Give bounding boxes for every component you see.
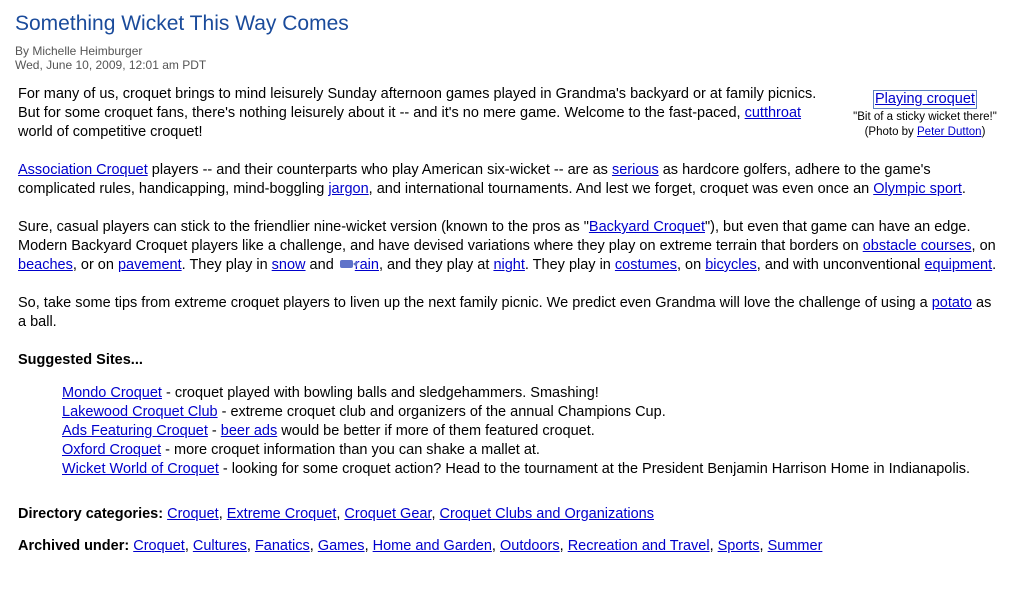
text: . They play in <box>524 257 615 273</box>
link-serious[interactable]: serious <box>611 162 659 178</box>
article-author: By Michelle Heimburger <box>15 44 143 58</box>
paragraph-intro <box>18 85 838 142</box>
archive-link[interactable]: Outdoors <box>499 538 560 554</box>
text: . <box>961 181 966 197</box>
photo-caption: "Bit of a sticky wicket there!" <box>853 111 997 123</box>
photo-credit-prefix: (Photo by <box>864 126 917 138</box>
text: players -- and their counterparts who play American six-wicket -- are as <box>147 162 612 178</box>
link-potato[interactable]: potato <box>931 295 973 311</box>
photo-credit-link[interactable]: Peter Dutton <box>917 126 982 138</box>
archived-label: Archived under: <box>18 538 130 554</box>
paragraph-association <box>18 161 1003 199</box>
link-olympic-sport[interactable]: Olympic sport <box>873 181 962 197</box>
archive-link[interactable]: Sports <box>717 538 760 554</box>
directory-link[interactable]: Croquet Clubs and Organizations <box>439 506 654 522</box>
link-night[interactable]: night <box>493 257 525 273</box>
text: For many of us, croquet brings to mind leisurely Sunday afternoon games played in Grandma's backyard or at family picnics. But for some croquet fans, there's nothing leisurely about it -- and it's no mere game. Welcome to the fast-paced, <box>18 86 817 121</box>
paragraph-picnic <box>18 294 1003 332</box>
directory-link[interactable]: Extreme Croquet <box>226 506 337 522</box>
directory-categories: Directory categories: Croquet, Extreme Croquet, Croquet Gear, Croquet Clubs and Organizations <box>18 506 654 522</box>
text: . <box>992 257 997 273</box>
text: , on <box>676 257 706 273</box>
text: . They play in <box>181 257 272 273</box>
link-jargon[interactable]: jargon <box>328 181 369 197</box>
directory-link[interactable]: Croquet <box>167 506 219 522</box>
video-camera-icon[interactable] <box>340 260 353 268</box>
site-desc: - <box>207 423 221 439</box>
list-item <box>62 403 1003 422</box>
text: Sure, casual players can stick to the friendlier nine-wicket version (known to the pros as " <box>18 219 589 235</box>
photo-link[interactable]: Playing croquet <box>875 91 975 107</box>
site-link[interactable]: Mondo Croquet <box>62 385 162 401</box>
directory-label: Directory categories: <box>18 506 164 522</box>
archive-link[interactable]: Fanatics <box>254 538 310 554</box>
archive-link[interactable]: Cultures <box>192 538 247 554</box>
site-link[interactable]: Lakewood Croquet Club <box>62 404 218 420</box>
site-desc: - croquet played with bowling balls and sledgehammers. Smashing! <box>161 385 599 401</box>
link-bicycles[interactable]: bicycles <box>705 257 757 273</box>
paragraph-backyard <box>18 218 1003 275</box>
archive-link[interactable]: Croquet <box>133 538 185 554</box>
list-item <box>62 384 1003 403</box>
link-beaches[interactable]: beaches <box>18 257 73 273</box>
link-obstacle-courses[interactable]: obstacle courses <box>862 238 972 254</box>
text: , on <box>971 238 996 254</box>
site-link-beer-ads[interactable]: beer ads <box>220 423 278 439</box>
link-equipment[interactable]: equipment <box>924 257 993 273</box>
text: , or on <box>72 257 118 273</box>
text: and <box>305 257 338 273</box>
site-desc: would be better if more of them featured croquet. <box>277 423 595 439</box>
archive-link[interactable]: Games <box>317 538 365 554</box>
site-desc: - more croquet information than you can shake a mallet at. <box>161 442 540 458</box>
directory-link[interactable]: Croquet Gear <box>344 506 432 522</box>
text: as a ball. <box>18 295 992 330</box>
site-link[interactable]: Ads Featuring Croquet <box>62 423 208 439</box>
link-costumes[interactable]: costumes <box>614 257 677 273</box>
link-backyard-croquet[interactable]: Backyard Croquet <box>588 219 705 235</box>
article-body <box>18 85 1003 556</box>
link-rain[interactable]: rain <box>354 257 379 273</box>
site-desc: - extreme croquet club and organizers of the annual Champions Cup. <box>217 404 666 420</box>
link-association-croquet[interactable]: Association Croquet <box>18 162 148 178</box>
archive-link[interactable]: Summer <box>767 538 823 554</box>
article-date: Wed, June 10, 2009, 12:01 am PDT <box>15 58 207 72</box>
text: So, take some tips from extreme croquet players to liven up the next family picnic. We predict even Grandma will love the challenge of using a <box>18 295 932 311</box>
list-item <box>62 460 1003 479</box>
site-link[interactable]: Oxford Croquet <box>62 442 162 458</box>
site-desc: - looking for some croquet action? Head to the tournament at the President Benjamin Harrison Home in Indianapolis. <box>218 461 971 477</box>
list-item <box>62 422 1003 441</box>
text: as hardcore golfers, adhere to the game's complicated rules, handicapping, mind-boggling <box>18 162 931 197</box>
suggested-sites-list <box>18 384 1003 479</box>
archive-link[interactable]: Home and Garden <box>372 538 492 554</box>
list-item <box>62 441 1003 460</box>
photo-credit-suffix: ) <box>981 126 986 138</box>
link-pavement[interactable]: pavement <box>117 257 182 273</box>
archived-under: Archived under: Croquet, Cultures, Fanatics, Games, Home and Garden, Outdoors, Recreation and Travel, Sports, Summer <box>18 538 823 554</box>
text: , and they play at <box>378 257 494 273</box>
text: world of competitive croquet! <box>18 124 203 140</box>
article-title: Something Wicket This Way Comes <box>15 12 349 35</box>
archive-link[interactable]: Recreation and Travel <box>567 538 710 554</box>
site-link[interactable]: Wicket World of Croquet <box>62 461 219 477</box>
text: , and with unconventional <box>756 257 925 273</box>
link-snow[interactable]: snow <box>271 257 306 273</box>
article-byline-block <box>15 44 206 72</box>
text: "), but even that game can have an edge. Modern Backyard Croquet players like a challenge, and have devised variations where they play on extreme terrain that borders on <box>18 219 971 254</box>
suggested-sites-heading: Suggested Sites... <box>18 352 143 368</box>
text: , and international tournaments. And lest we forget, croquet was even once an <box>368 181 874 197</box>
link-cutthroat[interactable]: cutthroat <box>744 105 802 121</box>
